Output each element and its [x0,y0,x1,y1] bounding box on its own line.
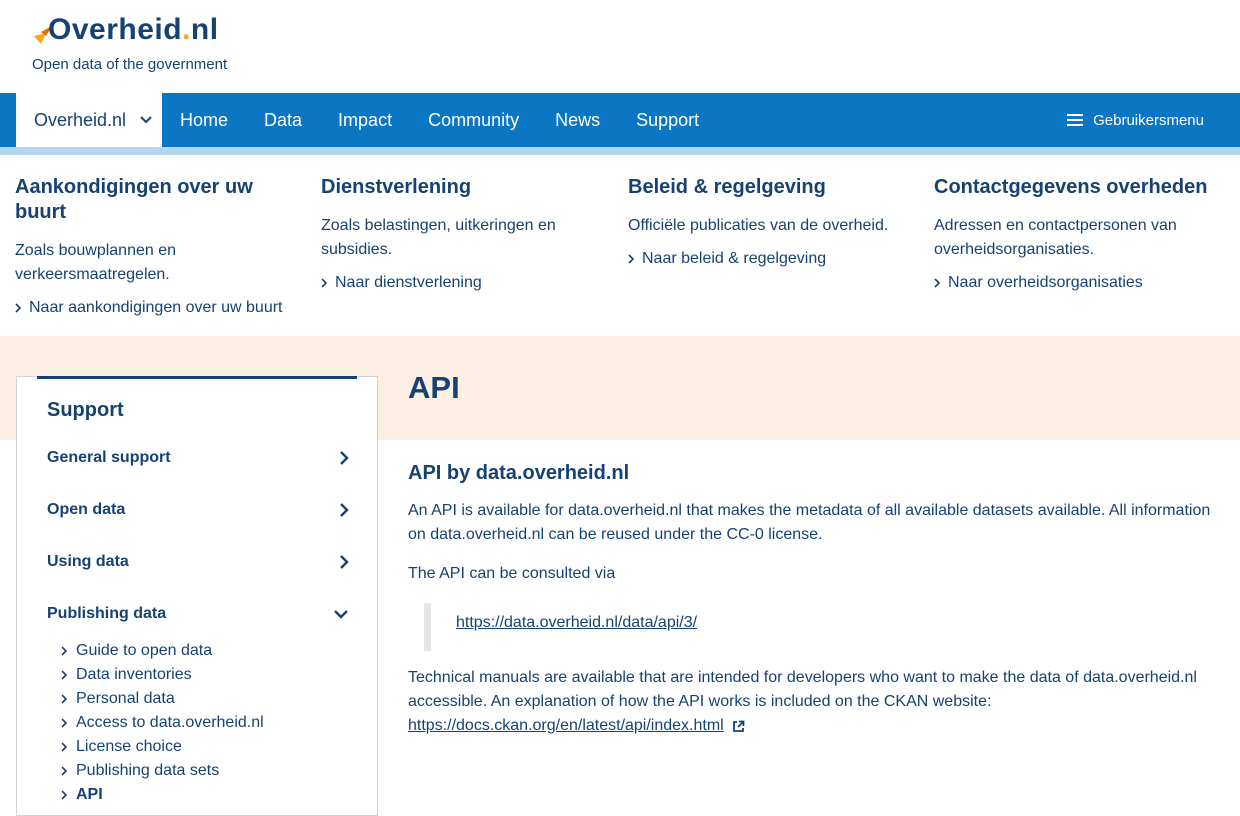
main-navigation [0,93,1240,147]
sidebar-item-open-data[interactable] [47,501,349,519]
chevron-down-icon [333,609,349,619]
chevron-right-icon [339,502,349,518]
publishing-data-submenu [61,639,264,807]
submenu-item-guide[interactable] [61,639,264,663]
submenu-item-label: License choice [76,738,182,755]
submenu-item-label: Personal data [76,690,175,707]
chevron-right-icon [61,718,67,728]
promo-link-label: Naar aankondigingen over uw buurt [29,299,283,316]
user-menu-label: Gebruikersmenu [1093,111,1204,129]
nav-item-news[interactable]: News [555,109,601,130]
site-tagline: Open data of the government [32,56,228,73]
promo-text: Adressen en contactpersonen van overheidsorganisaties. [934,217,1177,258]
chevron-right-icon [321,278,327,288]
submenu-item-label: Publishing data sets [76,762,220,779]
nav-item-overheid-label: Overheid.nl [34,109,127,130]
promo-policy [628,175,918,268]
chevron-right-icon [61,646,67,656]
promo-link-label: Naar dienstverlening [335,274,482,291]
section-heading: API by data.overheid.nl [408,462,630,484]
chevron-right-icon [61,790,67,800]
promo-text: Zoals belastingen, uitkeringen en subsidies. [321,217,556,258]
hamburger-menu-icon [1067,114,1083,126]
promo-text: Officiële publicaties van de overheid. [628,217,889,234]
sidebar-item-publishing-data[interactable] [47,605,349,623]
submenu-item-access[interactable] [61,711,264,735]
manuals-text: Technical manuals are available that are intended for developers who want to make the data of data.overheid.nl accessible. An explanation of how the API works is included on the CKAN website: [408,669,1197,710]
chevron-right-icon [934,278,940,288]
submenu-item-api[interactable] [61,783,264,807]
chevron-right-icon [61,742,67,752]
docs-link-label: https://docs.ckan.org/en/latest/api/index.html [408,717,724,734]
chevron-right-icon [61,694,67,704]
promo-title: Beleid & regelgeving [628,176,826,198]
docs-link[interactable] [408,714,745,738]
submenu-item-label: Guide to open data [76,642,213,659]
sidebar-accent-line [37,376,357,379]
promo-neighbourhood [15,175,305,317]
sidebar-item-general-support[interactable] [47,449,349,467]
government-services-bar [0,155,1240,336]
promo-link-services[interactable] [321,274,611,292]
site-header [0,0,1240,93]
nav-underbar [0,147,1240,155]
promo-title: Dienstverlening [321,176,472,198]
nav-item-home[interactable]: Home [180,109,229,130]
support-sidebar [16,376,378,816]
user-menu-button[interactable] [1067,93,1204,147]
sidebar-title: Support [47,399,124,421]
intro-paragraph: An API is available for data.overheid.nl that makes the metadata of all available datasets available. All information on data.overheid.nl can be reused under the CC-0 license. [408,502,1211,543]
submenu-item-inventories[interactable] [61,663,264,687]
submenu-item-personal-data[interactable] [61,687,264,711]
promo-title: Aankondigingen over uw buurt [15,176,253,223]
chevron-right-icon [61,670,67,680]
promo-link-contacts[interactable] [934,274,1234,292]
sidebar-item-label: Publishing data [47,605,167,622]
sidebar-item-label: General support [47,449,171,466]
api-url-link[interactable]: https://data.overheid.nl/data/api/3/ [456,614,698,631]
nav-item-data[interactable]: Data [264,109,303,130]
chevron-right-icon [61,766,67,776]
consulted-paragraph: The API can be consulted via [408,565,616,582]
chevron-right-icon [15,303,21,313]
overheid-logo[interactable] [32,14,219,46]
promo-link-label: Naar overheidsorganisaties [948,274,1143,291]
promo-link-label: Naar beleid & regelgeving [642,250,827,267]
promo-contacts [934,175,1234,292]
chevron-down-icon [140,116,152,124]
sidebar-item-using-data[interactable] [47,553,349,571]
sidebar-item-label: Open data [47,501,126,518]
submenu-item-license[interactable] [61,735,264,759]
submenu-item-publishing-sets[interactable] [61,759,264,783]
promo-link-policy[interactable] [628,250,918,268]
promo-services [321,175,611,292]
submenu-item-label: Data inventories [76,666,192,683]
nav-item-impact[interactable]: Impact [338,109,393,130]
submenu-item-label: API [76,786,103,803]
sidebar-item-label: Using data [47,553,129,570]
chevron-right-icon [339,450,349,466]
promo-text: Zoals bouwplannen en verkeersmaatregelen. [15,242,177,283]
promo-title: Contactgegevens overheden [934,176,1208,198]
submenu-item-label: Access to data.overheid.nl [76,714,264,731]
manuals-paragraph [408,666,1223,738]
promo-link-neighbourhood[interactable] [15,299,305,317]
page-title: API [408,370,460,405]
nav-item-community[interactable]: Community [428,109,520,130]
chevron-right-icon [628,254,634,264]
chevron-right-icon [339,554,349,570]
external-link-icon [732,720,745,733]
nav-item-overheid[interactable] [16,93,162,147]
logo-text: Overheid.nl [48,13,219,46]
api-url-blockquote [424,603,1223,651]
nav-item-support[interactable]: Support [636,109,700,130]
